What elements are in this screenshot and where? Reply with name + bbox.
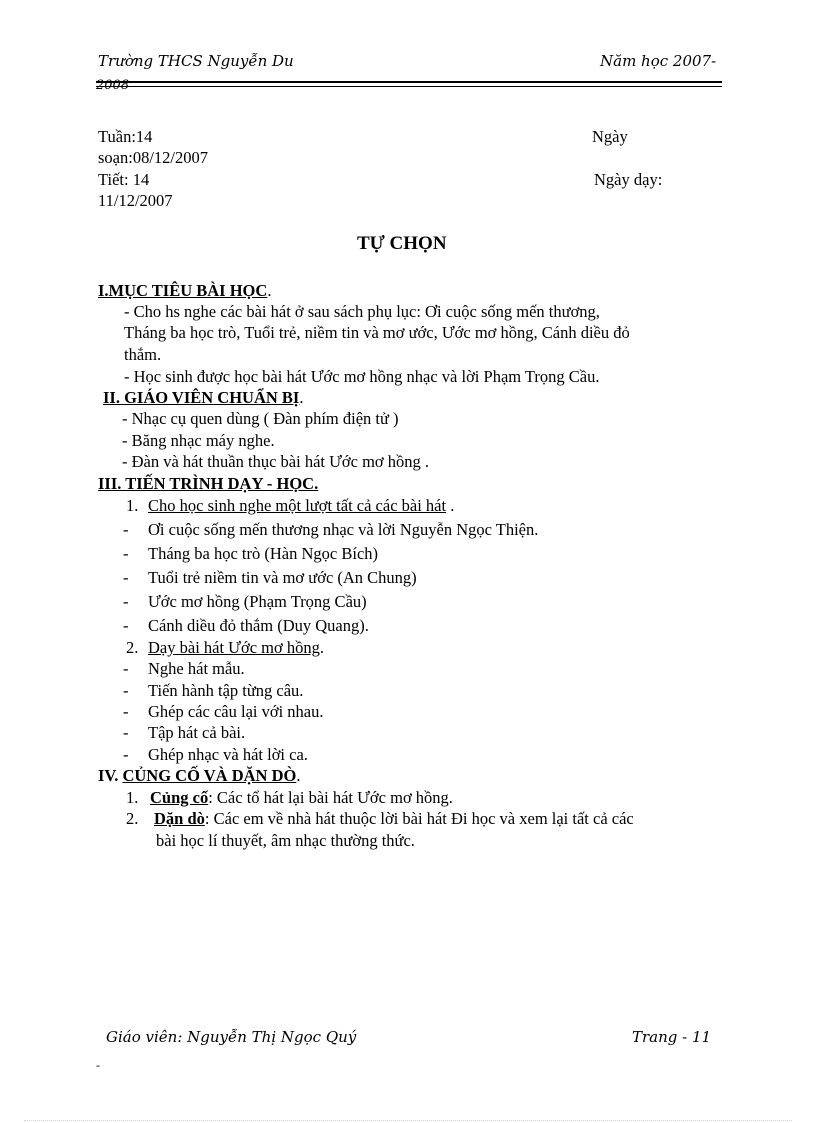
step-1-text: Cho học sinh nghe một lượt tất cả các bài hát <box>148 496 447 515</box>
list-bullet: - <box>123 659 129 678</box>
list-bullet: - <box>123 702 129 721</box>
list-bullet: - <box>123 592 129 611</box>
list-bullet: - <box>123 568 129 587</box>
footer-teacher: Giáo viên: Nguyễn Thị Ngọc Quý <box>106 1028 357 1046</box>
section-1-line: - Học sinh được học bài hát Ước mơ hồng nhạc và lời Phạm Trọng Cầu. <box>124 367 600 386</box>
section-3-heading: III. TIẾN TRÌNH DẠY - HỌC. <box>98 474 319 493</box>
footer-page-number: Trang - 11 <box>632 1028 712 1046</box>
page-title: TỰ CHỌN <box>357 233 447 254</box>
section-4-number: IV. <box>98 766 119 785</box>
song-item: Cánh diều đỏ thắm (Duy Quang). <box>148 616 369 635</box>
section-1-heading <box>98 280 271 301</box>
prep-date-label: Ngày <box>592 127 628 146</box>
section-2-title: II. GIÁO VIÊN CHUẨN BỊ <box>103 388 300 407</box>
song-item: Ước mơ hồng (Phạm Trọng Cầu) <box>148 592 367 611</box>
section-1-heading-end: . <box>267 281 272 300</box>
period-label: Tiết: 14 <box>98 170 150 189</box>
header-school: Trường THCS Nguyễn Du <box>98 52 294 70</box>
step-2 <box>148 637 324 658</box>
section-2-heading-end: . <box>299 388 304 407</box>
step-2-end: . <box>319 638 324 657</box>
song-item: Tháng ba học trò (Hàn Ngọc Bích) <box>148 544 379 563</box>
step-item: Ghép các câu lại với nhau. <box>148 702 324 721</box>
item-2 <box>154 808 634 829</box>
teach-date-label: Ngày dạy: <box>594 170 663 189</box>
list-bullet: - <box>123 616 129 635</box>
section-2-item: - Đàn và hát thuần thục bài hát Ước mơ hồng . <box>122 452 430 471</box>
song-item: Tuổi trẻ niềm tin và mơ ước (An Chung) <box>148 568 417 587</box>
section-4-heading-end: . <box>296 766 301 785</box>
item-2-text: : Các em về nhà hát thuộc lời bài hát Đi học và xem lại tất cả các <box>204 809 634 828</box>
item-2-label: Dặn dò <box>154 809 205 828</box>
list-bullet: - <box>123 544 129 563</box>
step-1-end: . <box>446 496 455 515</box>
item-1 <box>150 787 453 808</box>
step-item: Tiến hành tập từng câu. <box>148 681 304 700</box>
section-1-line: Tháng ba học trò, Tuổi trẻ, niềm tin và mơ ước, Ước mơ hồng, Cánh diều đỏ <box>124 323 630 342</box>
list-bullet: - <box>123 745 129 764</box>
song-item: Ơi cuộc sống mến thương nhạc và lời Nguyễn Ngọc Thiện. <box>148 520 539 539</box>
list-bullet: - <box>123 681 129 700</box>
item-2-continued: bài học lí thuyết, âm nhạc thường thức. <box>156 831 415 850</box>
section-4-title: CỦNG CỐ VÀ DẶN DÒ <box>122 766 297 785</box>
step-item: Nghe hát mẫu. <box>148 659 245 678</box>
step-1-number: 1. <box>126 496 139 515</box>
item-1-number: 1. <box>126 788 139 807</box>
item-2-number: 2. <box>126 809 139 828</box>
section-2-item: - Nhạc cụ quen dùng ( Đàn phím điện tử ) <box>122 409 399 428</box>
header-year: Năm học 2007- <box>600 52 717 70</box>
section-1-line: thắm. <box>124 345 162 364</box>
page-bottom-border <box>24 1120 792 1121</box>
section-1-title: I.MỤC TIÊU BÀI HỌC <box>98 281 268 300</box>
step-2-text: Dạy bài hát Ước mơ hồng <box>148 638 320 657</box>
footer-mark: - <box>96 1058 100 1072</box>
step-item: Tập hát cả bài. <box>148 723 246 742</box>
item-1-text: : Các tổ hát lại bài hát Ước mơ hồng. <box>208 788 453 807</box>
section-1-line: - Cho hs nghe các bài hát ở sau sách phụ lục: Ơi cuộc sống mến thương, <box>124 302 600 321</box>
header-rule-thick <box>96 81 722 83</box>
section-2-item: - Băng nhạc máy nghe. <box>122 431 275 450</box>
section-2-heading <box>103 387 303 408</box>
step-2-number: 2. <box>126 638 139 657</box>
prep-date: soạn:08/12/2007 <box>98 148 208 167</box>
week-label: Tuần:14 <box>98 127 153 146</box>
section-4-heading <box>98 765 300 786</box>
teach-date: 11/12/2007 <box>98 191 173 210</box>
list-bullet: - <box>123 520 129 539</box>
header-year-continued: 2008 <box>96 78 130 93</box>
step-1 <box>148 495 454 516</box>
step-item: Ghép nhạc và hát lời ca. <box>148 745 308 764</box>
header-rule-thin <box>96 86 722 87</box>
item-1-label: Củng cố <box>150 788 209 807</box>
list-bullet: - <box>123 723 129 742</box>
